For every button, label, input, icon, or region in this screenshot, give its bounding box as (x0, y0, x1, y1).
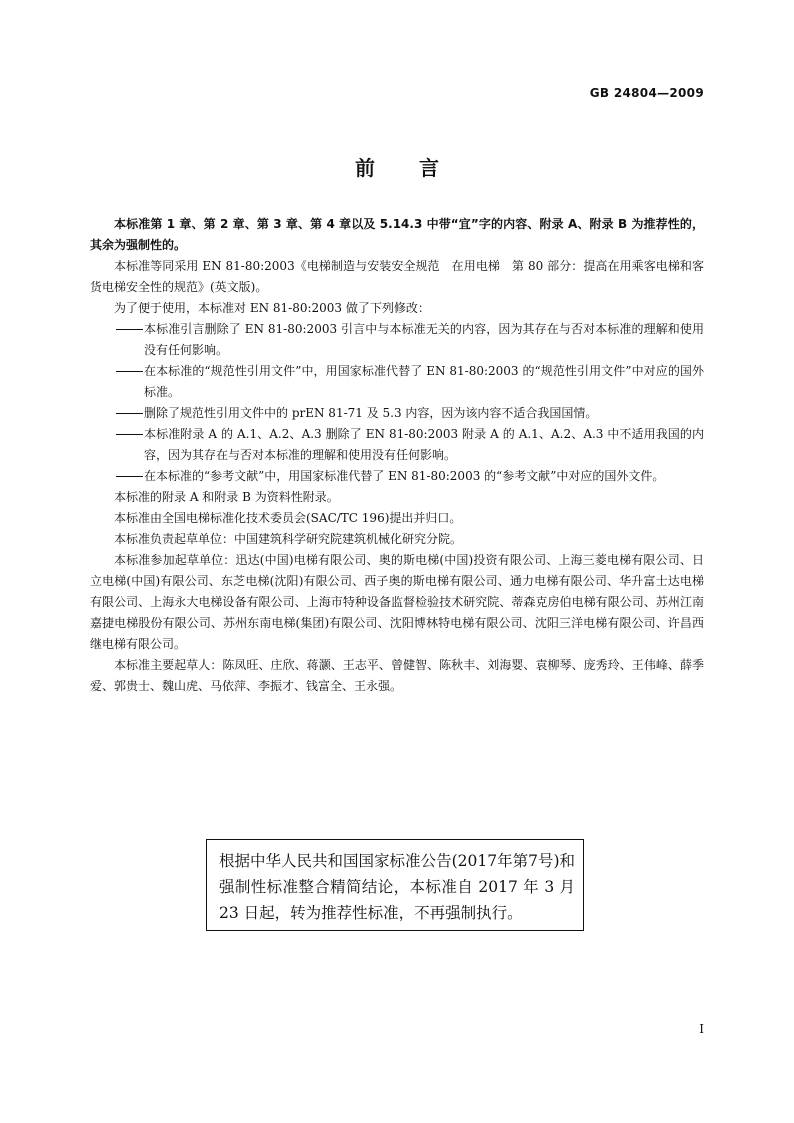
proposer-paragraph: 本标准由全国电梯标准化技术委员会(SAC/TC 196)提出并归口。 (114, 511, 462, 525)
list-item-text: 本标准引言删除了 EN 81-80:2003 引言中与本标准无关的内容，因为其存在与否对本标准的理解和使用没有任何影响。 (144, 322, 704, 357)
dash-marker (116, 371, 143, 372)
list-item (90, 361, 704, 403)
page-title: 前言 (355, 156, 483, 180)
adoption-paragraph: 本标准等同采用 EN 81-80:2003《电梯制造与安装安全规范 在用电梯 第 80 部分：提高在用乘客电梯和客货电梯安全性的规范》(英文版)。 (90, 259, 704, 294)
page-number: I (699, 1022, 704, 1036)
participating-units-paragraph: 本标准参加起草单位：迅达(中国)电梯有限公司、奥的斯电梯(中国)投资有限公司、上海三菱电梯有限公司、日立电梯(中国)有限公司、东芝电梯(沈阳)有限公司、西子奥的斯电梯有限公司、通力电梯有限公司、华升富士达电梯有限公司、上海永大电梯设备有限公司、上海市特种设备监督检验技术研究院、蒂森克房伯电梯有限公司、苏州江南嘉捷电梯股份有限公司、苏州东南电梯(集团)有限公司、沈阳博林特电梯有限公司、沈阳三洋电梯有限公司、许昌西继电梯有限公司。 (90, 553, 704, 651)
list-item-text: 在本标准的“规范性引用文件”中，用国家标准代替了 EN 81-80:2003 的“规范性引用文件”中对应的国外标准。 (144, 364, 704, 399)
scope-paragraph: 本标准第 1 章、第 2 章、第 3 章、第 4 章以及 5.14.3 中带“宜”字的内容、附录 A、附录 B 为推荐性的，其余为强制性的。 (90, 217, 704, 252)
notice-box: 根据中华人民共和国国家标准公告(2017年第7号)和强制性标准整合精简结论，本标准自 2017 年 3 月 23 日起，转为推荐性标准，不再强制执行。 (206, 839, 584, 931)
modifications-list (90, 319, 704, 487)
list-item-text: 删除了规范性引用文件中的 prEN 81-71 及 5.3 内容，因为该内容不适合我国国情。 (144, 406, 598, 420)
annex-paragraph: 本标准的附录 A 和附录 B 为资料性附录。 (114, 490, 339, 504)
list-item-text: 在本标准的“参考文献”中，用国家标准代替了 EN 81-80:2003 的“参考文献”中对应的国外文件。 (144, 469, 665, 483)
dash-marker (116, 434, 143, 435)
list-item (90, 403, 704, 424)
drafting-unit-paragraph: 本标准负责起草单位：中国建筑科学研究院建筑机械化研究分院。 (114, 532, 463, 546)
drafters-paragraph: 本标准主要起草人：陈凤旺、庄欣、蒋灏、王志平、曾健智、陈秋丰、刘海婴、袁柳琴、庞秀玲、王伟峰、薛季爱、郭贵士、魏山虎、马依萍、李振才、钱富全、王永强。 (90, 658, 704, 693)
foreword-body (90, 214, 704, 697)
list-item (90, 466, 704, 487)
dash-marker (116, 329, 143, 330)
standard-number: GB 24804—2009 (589, 86, 704, 100)
dash-marker (116, 476, 143, 477)
list-item-text: 本标准附录 A 的 A.1、A.2、A.3 删除了 EN 81-80:2003 附录 A 的 A.1、A.2、A.3 中不适用我国的内容，因为其存在与否对本标准的理解和使用没有任何影响。 (144, 427, 704, 462)
list-item (90, 424, 704, 466)
modifications-intro: 为了便于使用，本标准对 EN 81-80:2003 做了下列修改： (114, 301, 430, 315)
list-item (90, 319, 704, 361)
dash-marker (116, 413, 143, 414)
